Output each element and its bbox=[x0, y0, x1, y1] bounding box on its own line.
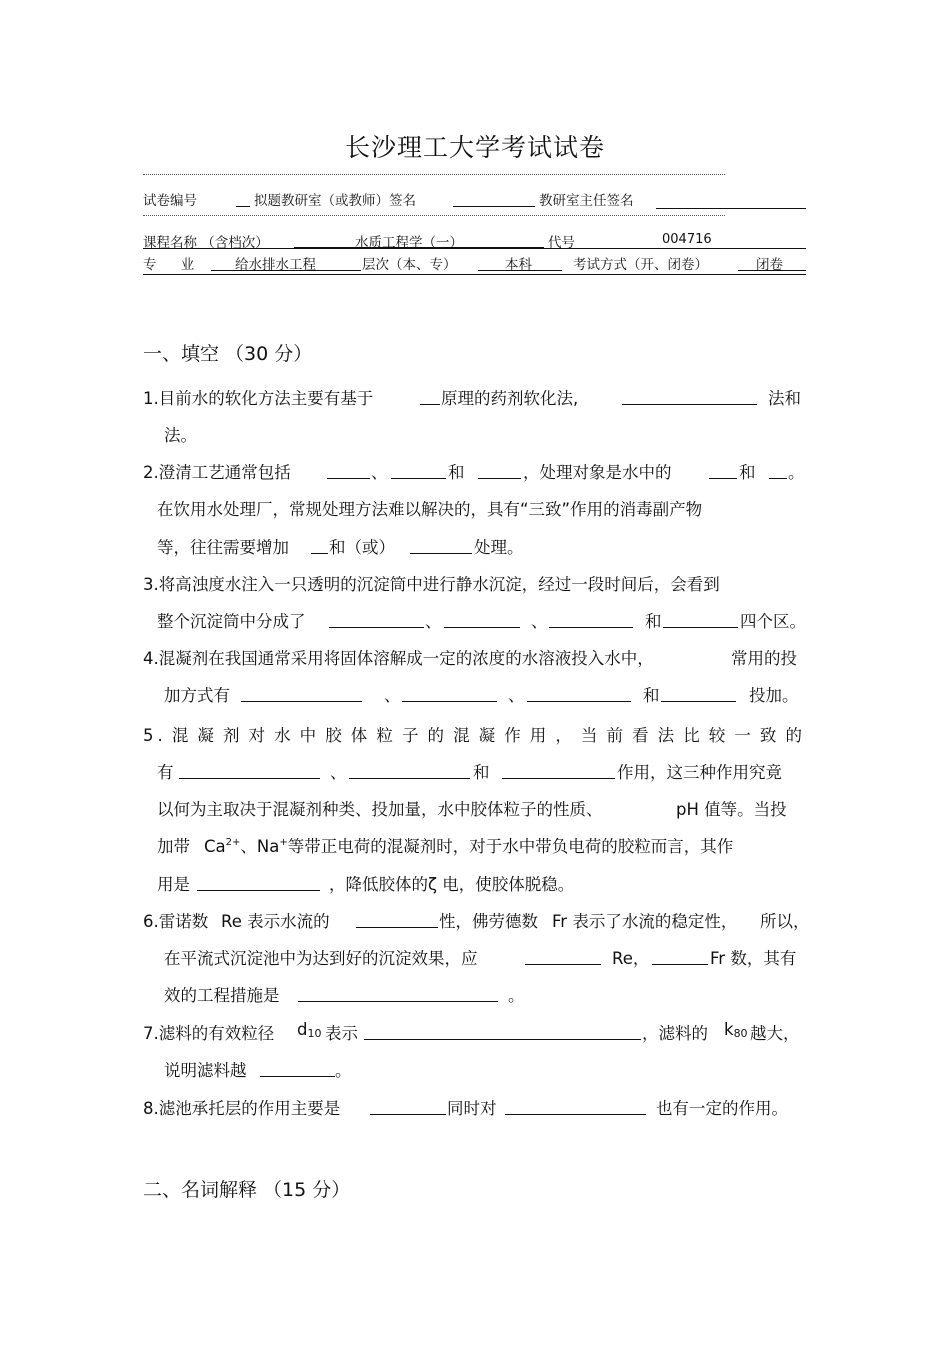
q4-text: 、 bbox=[508, 686, 525, 705]
q3-text: 四个区。 bbox=[740, 612, 806, 631]
q2-text: 和 bbox=[739, 463, 756, 482]
q5-text: pH 值等。当投 bbox=[676, 800, 787, 819]
q7-text: 越大， bbox=[750, 1024, 800, 1043]
q6-text: 。 bbox=[508, 986, 525, 1005]
level-label: 层次（本、专） bbox=[362, 257, 457, 273]
q6-blank-2 bbox=[525, 964, 601, 965]
q7-subscript: 80 bbox=[733, 1027, 748, 1040]
q2-text: 和 bbox=[448, 463, 465, 482]
q2-blank-4 bbox=[709, 478, 737, 479]
q7-text: 说明滤料越 bbox=[164, 1061, 247, 1080]
header-rule bbox=[143, 274, 806, 275]
q5-text: 以何为主取决于混凝剂种类、投加量，水中胶体粒子的性质、 bbox=[157, 800, 603, 819]
setter-signature-blank bbox=[453, 206, 535, 207]
q8-text: 8.滤池承托层的作用主要是 bbox=[143, 1099, 341, 1118]
course-value: 水质工程学（一） bbox=[355, 235, 463, 251]
q7-text: d bbox=[297, 1020, 308, 1039]
q8-text: 也有一定的作用。 bbox=[656, 1099, 788, 1118]
q5-text: 、 bbox=[330, 763, 347, 782]
q1-text: 法和 bbox=[768, 389, 801, 408]
q7-blank-2 bbox=[260, 1076, 335, 1077]
q4-text: 加方式有 bbox=[164, 686, 230, 705]
q7-symbol bbox=[297, 1020, 321, 1039]
code-label: 代号 bbox=[548, 235, 575, 251]
q4-blank-1 bbox=[241, 701, 362, 702]
q5-line bbox=[157, 833, 733, 857]
q2-blank-2 bbox=[391, 478, 446, 479]
q2-text: ，处理对象是水中的 bbox=[523, 463, 672, 482]
q6-text: Re 表示水流的 bbox=[221, 912, 330, 931]
q3-text: 、 bbox=[531, 612, 548, 631]
q5-text: 有 bbox=[157, 763, 174, 782]
q3-blank-2 bbox=[444, 627, 520, 628]
q5-blank-2 bbox=[349, 778, 470, 779]
dotted-divider bbox=[143, 215, 725, 216]
q7-text: ，滤料的 bbox=[642, 1024, 708, 1043]
q2-blank-5 bbox=[769, 478, 787, 479]
q5-text: 、Na bbox=[240, 837, 280, 856]
q6-text: 所以， bbox=[760, 912, 810, 931]
exam-no-label: 试卷编号 bbox=[143, 193, 197, 209]
q5-text: ，降低胶体的ζ 电，使胶体脱稳。 bbox=[329, 875, 575, 894]
q3-blank-4 bbox=[663, 627, 738, 628]
q4-blank-3 bbox=[527, 701, 631, 702]
q1-blank-1 bbox=[420, 404, 440, 405]
mode-blank bbox=[738, 270, 806, 271]
q4-text: 常用的投 bbox=[731, 649, 797, 668]
q1-text: 法。 bbox=[164, 426, 197, 445]
q6-blank-1 bbox=[356, 927, 438, 928]
q2-text: 和（或） bbox=[329, 538, 395, 557]
q3-blank-1 bbox=[329, 627, 424, 628]
q4-text: 、 bbox=[384, 686, 401, 705]
q5-text: 和 bbox=[473, 763, 490, 782]
course-label: 课程名称 （含档次） bbox=[143, 235, 269, 251]
q1-blank-2 bbox=[622, 404, 757, 405]
q8-text: 同时对 bbox=[447, 1099, 497, 1118]
q1-text: 1.目前水的软化方法主要有基于 bbox=[143, 389, 374, 408]
q4-blank-4 bbox=[661, 701, 736, 702]
q7-text: 。 bbox=[335, 1061, 352, 1080]
q8-blank-2 bbox=[505, 1114, 646, 1115]
q1-text: 原理的药剂软化法, bbox=[441, 389, 579, 408]
setter-label: 拟题教研室（或教师）签名 bbox=[254, 193, 416, 209]
major-label: 专 业 bbox=[143, 257, 195, 273]
q2-text: 、 bbox=[371, 463, 388, 482]
mode-value: 闭卷 bbox=[756, 257, 783, 273]
q5-text: 等带正电荷的混凝剂时，对于水中带负电荷的胶粒而言，其作 bbox=[287, 837, 734, 856]
code-value: 004716 bbox=[662, 232, 712, 247]
q2-text: 等，往往需要增加 bbox=[157, 538, 289, 557]
q7-text: 7.滤料的有效粒径 bbox=[143, 1024, 275, 1043]
q6-text: Fr 表示了水流的稳定性， bbox=[552, 912, 738, 931]
q5-superscript: + bbox=[279, 837, 288, 848]
q3-text: 3.将高浊度水注入一只透明的沉淀筒中进行静水沉淀，经过一段时间后，会看到 bbox=[143, 575, 720, 594]
q2-blank-1 bbox=[327, 478, 370, 479]
q3-text: 和 bbox=[645, 612, 662, 631]
q2-blank-6 bbox=[311, 553, 328, 554]
q3-text: 整个沉淀筒中分成了 bbox=[157, 612, 306, 631]
level-value: 本科 bbox=[505, 257, 532, 273]
section-heading: 一、填空 （30 分） bbox=[143, 343, 313, 365]
q7-symbol bbox=[724, 1020, 748, 1039]
q4-text: 投加。 bbox=[749, 686, 799, 705]
major-blank bbox=[211, 270, 361, 271]
q2-blank-3 bbox=[478, 478, 521, 479]
q6-text: 在平流式沉淀池中为达到好的沉淀效果，应 bbox=[164, 949, 478, 968]
director-signature-blank bbox=[656, 208, 806, 209]
q7-text: k bbox=[724, 1020, 734, 1039]
major-value: 给水排水工程 bbox=[235, 257, 316, 273]
q6-text: Re， bbox=[612, 949, 650, 968]
q3-blank-3 bbox=[549, 627, 633, 628]
q5-blank-3 bbox=[502, 778, 615, 779]
q5-blank-4 bbox=[197, 890, 320, 891]
exam-no-blank bbox=[236, 206, 250, 207]
q5-text: 5.混凝剂对水中胶体粒子的混凝作用，当前看法比较一致的 bbox=[143, 726, 806, 745]
q5-text: 用是 bbox=[157, 875, 190, 894]
q6-blank-3 bbox=[652, 964, 708, 965]
q2-text: 在饮用水处理厂，常规处理方法难以解决的，具有“三致”作用的消毒副产物 bbox=[157, 500, 703, 519]
q5-text: 作用，这三种作用究竟 bbox=[617, 763, 782, 782]
q4-text: 和 bbox=[643, 686, 660, 705]
dotted-divider bbox=[143, 174, 725, 175]
q6-text: 性，佛劳德数 bbox=[439, 912, 538, 931]
q4-blank-2 bbox=[402, 701, 497, 702]
mode-label: 考试方式（开、闭卷） bbox=[573, 257, 708, 273]
page-title: 长沙理工大学考试试卷 bbox=[344, 133, 605, 162]
q7-blank-1 bbox=[364, 1039, 641, 1040]
header-rule bbox=[143, 248, 806, 249]
q2-text: 处理。 bbox=[474, 538, 524, 557]
q2-text: 2.澄清工艺通常包括 bbox=[143, 463, 291, 482]
q6-text: 6.雷诺数 bbox=[143, 912, 209, 931]
q5-text: 加带 bbox=[157, 837, 190, 856]
q5-text: Ca bbox=[204, 837, 226, 856]
q5-superscript: 2+ bbox=[225, 837, 241, 848]
q4-text: 4.混凝剂在我国通常采用将固体溶解成一定的浓度的水溶液投入水中， bbox=[143, 649, 654, 668]
q7-text: 表示 bbox=[325, 1024, 358, 1043]
level-blank bbox=[478, 270, 562, 271]
q6-text: Fr 数，其有 bbox=[710, 949, 797, 968]
section-heading: 二、名词解释 （15 分） bbox=[143, 1179, 351, 1201]
q2-blank-7 bbox=[410, 553, 472, 554]
q6-blank-4 bbox=[298, 1001, 498, 1002]
q7-subscript: 10 bbox=[307, 1027, 322, 1040]
q3-text: 、 bbox=[425, 612, 442, 631]
q6-text: 效的工程措施是 bbox=[164, 986, 280, 1005]
q2-text: 。 bbox=[788, 463, 805, 482]
q5-blank-1 bbox=[179, 778, 320, 779]
q8-blank-1 bbox=[370, 1114, 446, 1115]
director-label: 教研室主任签名 bbox=[539, 193, 634, 209]
